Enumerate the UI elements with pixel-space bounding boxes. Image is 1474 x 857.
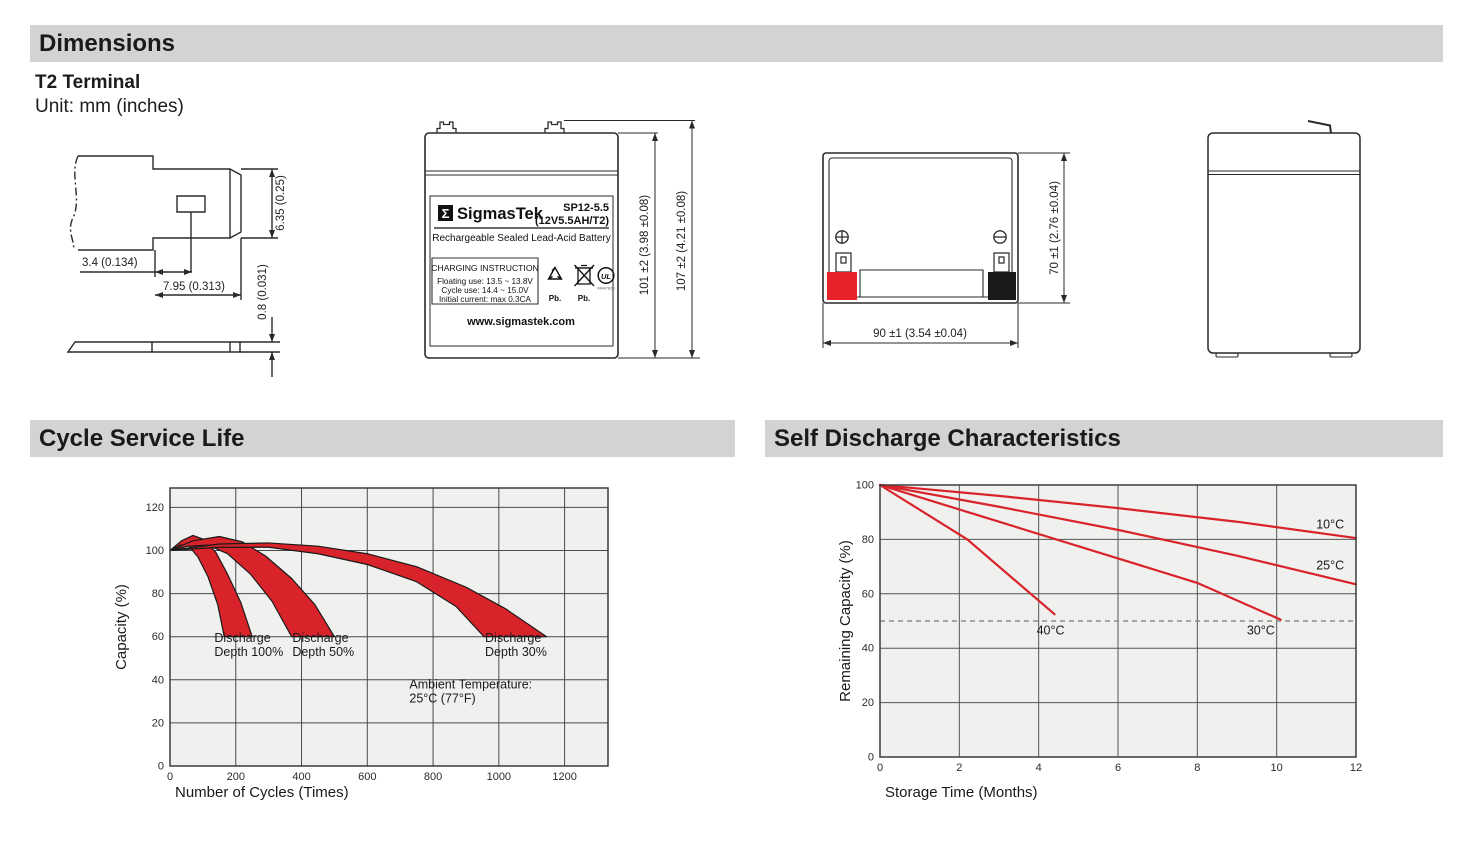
x-tick-label: 800 [423,771,443,783]
series-label-25°C: 25°C [1316,558,1345,573]
y-tick-label: 20 [861,697,874,710]
x-tick-label: 0 [876,762,884,774]
annotation: Depth 50% [292,645,355,660]
annotation: 25°C (77°F) [409,691,476,706]
y-tick-label: 40 [861,642,874,655]
x-tick-label: 1000 [486,771,512,783]
extension-lines [823,303,1018,348]
dimension-arrows [652,121,695,359]
x-tick-label: 0 [166,771,174,783]
x-axis-title: Storage Time (Months) [885,784,1038,801]
battery-front-view-drawing [418,115,708,377]
battery-end-view-drawing [818,145,1086,357]
charging-line-1: Floating use: 13.5 ~ 13.8V [437,277,533,286]
y-tick-label: 0 [157,760,164,773]
brand-name: SigmasTek [457,205,543,223]
lid-seam [425,171,618,175]
terminal-hole [177,196,205,212]
y-axis-title: Remaining Capacity (%) [837,540,854,702]
positive-terminal-pad [827,272,857,300]
svg-text:UL: UL [601,272,611,281]
model-number: SP12-5.5 [563,202,609,214]
annotation: Discharge [214,631,271,646]
website-text: www.sigmastek.com [467,316,575,328]
y-tick-label: 100 [855,479,874,492]
series-label-30°C: 30°C [1246,623,1275,638]
x-tick-label: 12 [1349,762,1363,774]
section-title: Dimensions [39,30,176,57]
bin-pb-text: Pb. [577,294,591,303]
dim-height-label: 70 ±1 (2.76 ±0.04) [1049,181,1061,275]
cycle_service_life-chart-svg [100,475,660,825]
dim-width-label: 7.95 (0.313) [163,281,226,293]
positive-symbol [836,231,848,243]
dim-offset-label: 3.4 (0.134) [82,257,138,269]
section-header-cycle-service-life [30,420,735,457]
battery-side-view-drawing [1200,112,1385,364]
y-tick-label: 80 [861,533,874,546]
x-tick-label: 4 [1035,762,1042,774]
y-tick-label: 60 [151,631,164,644]
model-rating: (12V5.5AH/T2) [535,215,609,227]
negative-symbol [994,231,1006,243]
label-subtitle: Rechargeable Sealed Lead-Acid Battery [432,233,611,244]
annotation: Discharge [485,631,542,646]
x-tick-label: 6 [1114,762,1122,774]
section-header-self-discharge [765,420,1443,457]
x-tick-label: 2 [956,762,963,774]
terminal-post-right [545,122,564,133]
dim-height-label: 6.35 (0.25) [275,175,287,231]
charging-line-2: Cycle use: 14.4 ~ 15.0V [441,286,529,295]
case-outline [1208,133,1360,353]
y-tick-label: 120 [145,501,164,514]
lid-seam [1208,171,1360,175]
y-tick-label: 80 [151,588,164,601]
x-tick-label: 600 [358,771,377,783]
dimension-arrows [823,153,1067,346]
section-title: Self Discharge Characteristics [774,425,1121,452]
self-discharge-chart [810,472,1402,822]
dim-case-height-label: 101 ±2 (3.98 ±0.08) [639,194,651,296]
annotation: Discharge [292,631,349,646]
y-tick-label: 40 [151,674,164,687]
negative-terminal-pad [988,272,1016,300]
unit-note: Unit: mm (inches) [35,96,184,117]
section-title: Cycle Service Life [39,425,245,452]
annotation: Ambient Temperature: [409,677,533,692]
recycle-pb-text: Pb. [548,294,562,303]
x-tick-label: 400 [292,771,311,783]
dim-total-height-label: 107 ±2 (4.21 ±0.08) [676,190,688,292]
y-axis-title: Capacity (%) [113,584,130,670]
ul-mark-icon [597,268,615,291]
series-label-40°C: 40°C [1036,623,1065,638]
annotation: Depth 30% [485,645,547,660]
y-tick-label: 0 [867,751,874,764]
case-step [860,270,983,297]
y-tick-label: 60 [861,588,874,601]
y-tick-label: 100 [145,544,164,557]
terminal-type-heading: T2 Terminal [35,72,141,93]
cycle-service-life-chart [100,475,660,825]
dim-thickness-label: 0.8 (0.031) [257,264,269,320]
sigma-logo-icon: Σ [441,206,450,221]
dim-width-label: 90 ±1 (3.54 ±0.04) [873,328,967,340]
charging-title: CHARGING INSTRUCTION [431,263,539,273]
terminal-post-left [437,122,456,133]
y-tick-label: 20 [151,717,164,730]
x-axis-title: Number of Cycles (Times) [175,784,349,801]
series-label-10°C: 10°C [1316,517,1345,532]
x-tick-label: 10 [1270,762,1283,774]
x-tick-label: 200 [226,771,245,783]
self_discharge-chart-svg [810,472,1402,822]
terminal-top-strip [68,342,240,352]
section-header-dimensions [30,25,1443,62]
annotation: Depth 100% [214,645,284,660]
break-line [70,156,78,250]
charging-line-3: Initial current: max 0.3CA [439,295,531,304]
t2-terminal-detail-drawing [55,145,320,380]
x-tick-label: 8 [1194,762,1201,774]
x-tick-label: 1200 [552,771,577,783]
ul-file-number: MH47829 [597,285,615,291]
terminal-blade [1308,121,1331,133]
